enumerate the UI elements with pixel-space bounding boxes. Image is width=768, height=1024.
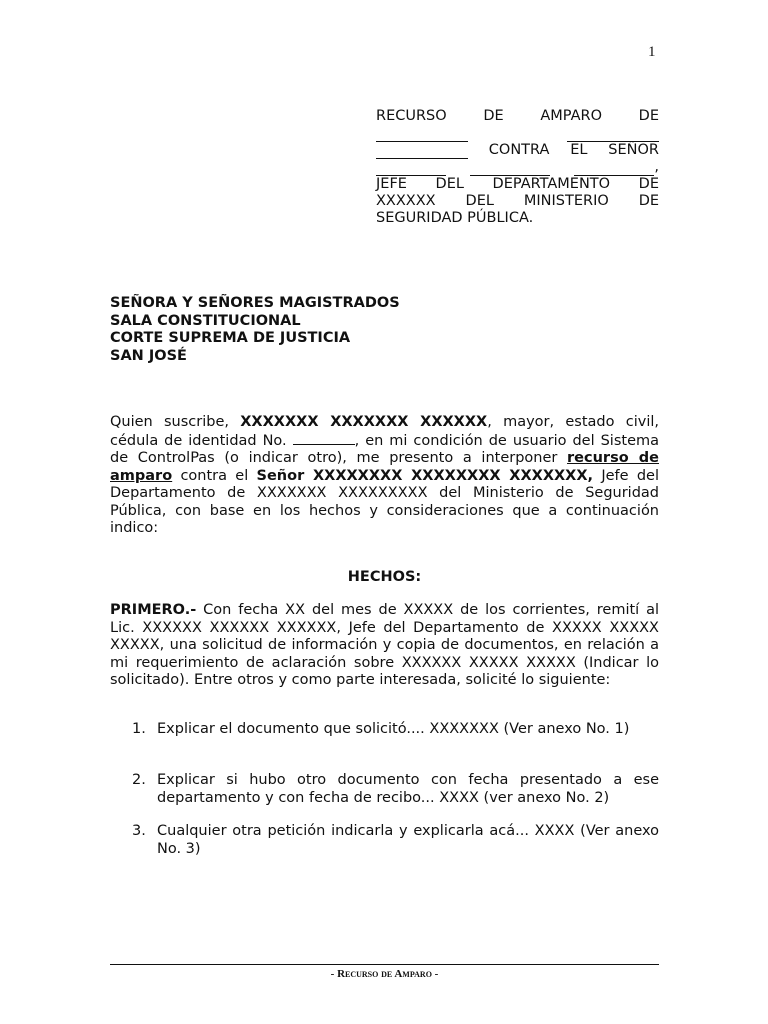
intro-text: contra el — [172, 467, 257, 484]
intro-text: , mayor, estado civil, cédula de identidad No. — [110, 414, 660, 449]
addressee-block — [110, 295, 400, 365]
addressee-line: CORTE SUPREMA DE JUSTICIA — [110, 330, 351, 346]
list-number: 2. — [132, 772, 146, 788]
case-title-line-2 — [376, 125, 659, 142]
list-text: Explicar el documento que solicitó.... XXXXXXX (Ver anexo No. 1) — [157, 721, 630, 737]
list-item — [132, 823, 659, 858]
list-text: Explicar si hubo otro documento con fecha presentado a ese departamento y con fecha de recibo... XXXX (ver anexo No. 2) — [157, 772, 659, 806]
case-title — [376, 108, 659, 227]
case-title-line-5 — [376, 176, 659, 193]
case-title-line-6 — [376, 193, 659, 210]
footer-title: - Recurso de Amparo - — [330, 968, 439, 980]
case-title-line-1 — [376, 108, 659, 125]
case-title-line-7: SEGURIDAD PÚBLICA. — [376, 210, 534, 226]
intro-text: Quien suscribe, — [110, 414, 241, 430]
case-title-word: SEÑOR — [608, 142, 659, 158]
list-number: 1. — [132, 721, 146, 737]
list-text: Cualquier otra petición indicarla y explicarla acá... XXXX (Ver anexo No. 3) — [157, 823, 659, 857]
page-number: 1 — [648, 44, 656, 60]
case-title-word: MINISTERIO — [523, 193, 609, 209]
id-number-blank — [293, 432, 355, 445]
case-title-line-4 — [376, 159, 659, 176]
intro-text: Jefe del Departamento de XXXXXXX XXXXXXXXX del Ministerio de Seguridad Pública, con base en los hechos y consideraciones que a continuación indico: — [110, 467, 659, 536]
case-title-word: DE — [638, 176, 659, 192]
hechos-heading: HECHOS: — [347, 569, 422, 585]
blank-line — [376, 128, 468, 142]
blank-line — [470, 162, 550, 176]
addressee-line: SEÑORA Y SEÑORES MAGISTRADOS — [110, 295, 400, 311]
blank-line — [574, 162, 654, 176]
case-title-comma: , — [654, 159, 660, 175]
primero-label: PRIMERO.- — [110, 602, 197, 618]
blank-line — [376, 145, 468, 159]
case-title-word: JEFE — [376, 176, 407, 192]
blank-line — [376, 162, 446, 176]
primero-text: Con fecha XX del mes de XXXXX de los corrientes, remití al Lic. XXXXXX XXXXXX XXXXXX, Jefe del Departamento de XXXXX XXXXX XXXXX, una solicitud de información y copia de documentos, en relación a mi requerimiento de aclaración sobre XXXXXX XXXXX XXXXX (Indicar lo solicitado). Entre otros y como parte interesada, solicité lo siguiente: — [110, 602, 659, 688]
respondent-name: Señor XXXXXXXX XXXXXXXX XXXXXXX, — [256, 467, 594, 484]
case-title-word: DEL — [465, 193, 494, 209]
case-title-word: CONTRA — [488, 142, 550, 158]
case-title-word: AMPARO — [540, 108, 602, 124]
list-item — [132, 772, 659, 807]
list-number: 3. — [132, 823, 146, 839]
footer-divider — [110, 964, 659, 965]
case-title-word: DEPARTAMENTO — [492, 176, 611, 192]
petitioner-name: XXXXXXX XXXXXXX XXXXXX — [240, 414, 488, 430]
recurso-de-amparo-emphasis: recurso de amparo — [110, 450, 659, 484]
case-title-word: DE — [483, 108, 504, 124]
intro-text: , en mi condición de usuario del Sistema de ControlPas (o indicar otro), me presento a interponer — [110, 432, 659, 466]
primero-paragraph — [110, 602, 659, 690]
list-item — [132, 721, 659, 739]
addressee-line: SALA CONSTITUCIONAL — [110, 312, 301, 329]
intro-paragraph — [110, 414, 659, 538]
case-title-word: DE — [638, 108, 659, 124]
case-title-word: DE — [638, 193, 660, 209]
case-title-word: RECURSO — [376, 108, 447, 124]
addressee-line: SAN JOSÉ — [110, 347, 187, 364]
case-title-word: DEL — [435, 176, 464, 192]
case-title-word: EL — [570, 142, 588, 158]
case-title-word: XXXXXX — [376, 193, 436, 209]
blank-line — [567, 128, 659, 142]
case-title-line-3 — [376, 142, 659, 159]
